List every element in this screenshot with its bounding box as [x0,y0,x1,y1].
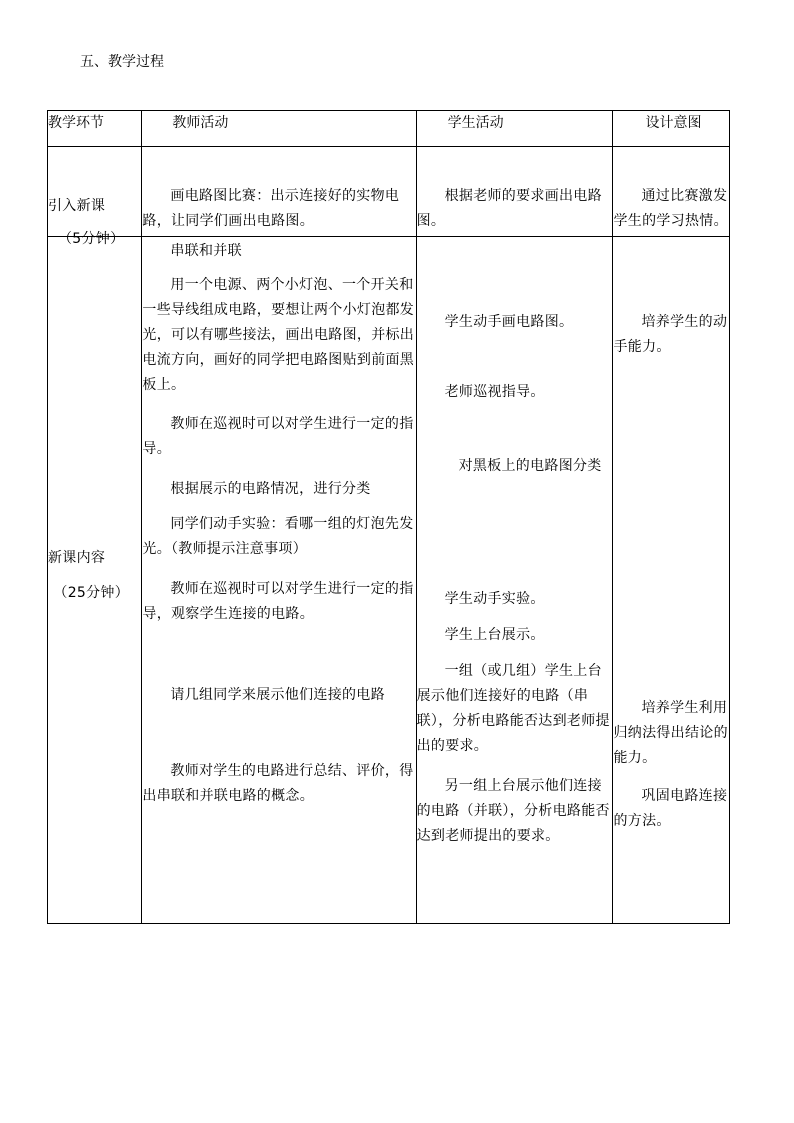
row2-student-5: 一组（或几组）学生上台展示他们连接好的电路（串联），分析电路能否达到老师提出的要求。 [416,663,610,754]
row2-student-6: 另一组上台展示他们连接的电路（并联），分析电路能否达到老师提出的要求。 [416,778,610,844]
row1-teacher-cell [142,147,416,237]
row2-student-0: 学生动手画电路图。 [444,314,574,330]
row1-intent: 通过比赛激发学生的学习热情。 [613,188,728,229]
row2-stage-cell [48,237,142,924]
table-row [48,147,730,237]
row2-student-1: 老师巡视指导。 [444,384,545,400]
row2-teacher-4: 同学们动手实验：看哪一组的灯泡先发光。（教师提示注意事项） [142,516,414,557]
row2-teacher-3: 根据展示的电路情况，进行分类 [170,481,371,497]
row1-stage: 引入新课 [48,198,106,214]
row2-intent-1: 培养学生利用归纳法得出结论的能力。 [613,700,728,766]
row2-student-3: 学生动手实验。 [444,591,545,607]
row1-intent-cell [613,147,730,237]
row1-time: （5分钟） [57,231,125,247]
row2-intent-0: 培养学生的动手能力。 [613,314,728,355]
row2-teacher-5: 教师在巡视时可以对学生进行一定的指导，观察学生连接的电路。 [142,581,414,622]
row2-teacher-7: 教师对学生的电路进行总结、评价，得出串联和并联电路的概念。 [142,763,414,804]
row1-student: 根据老师的要求画出电路图。 [416,188,602,229]
row2-student-2: 对黑板上的电路图分类 [458,458,602,474]
row2-teacher-0: 串联和并联 [170,243,242,259]
row2-teacher-2: 教师在巡视时可以对学生进行一定的指导。 [142,416,414,457]
row2-student-cell [416,237,613,924]
row2-teacher-6: 请几组同学来展示他们连接的电路 [170,687,385,703]
section-heading: 五、教学过程 [80,54,164,70]
header-student: 学生活动 [416,111,613,147]
header-stage: 教学环节 [48,111,142,147]
header-intent: 设计意图 [613,111,730,147]
row2-intent-cell [613,237,730,924]
row2-student-4: 学生上台展示。 [444,627,545,643]
row1-stage-cell [48,147,142,247]
row2-teacher-1: 用一个电源、两个小灯泡、一个开关和一些导线组成电路，要想让两个小灯泡都发光，可以有哪些接法，画出电路图，并标出电流方向，画好的同学把电路图贴到前面黑板上。 [142,277,415,393]
table-row [48,237,730,924]
row2-stage: 新课内容 [48,550,106,566]
row2-teacher-cell [142,237,416,924]
row1-student-cell [416,147,613,237]
header-teacher: 教师活动 [142,111,416,147]
table-header-row [48,111,730,147]
row1-teacher: 画电路图比赛：出示连接好的实物电路，让同学们画出电路图。 [142,188,400,229]
row2-intent-2: 巩固电路连接的方法。 [613,788,728,829]
row2-time: （25分钟） [53,585,130,601]
teaching-process-table [47,110,730,924]
